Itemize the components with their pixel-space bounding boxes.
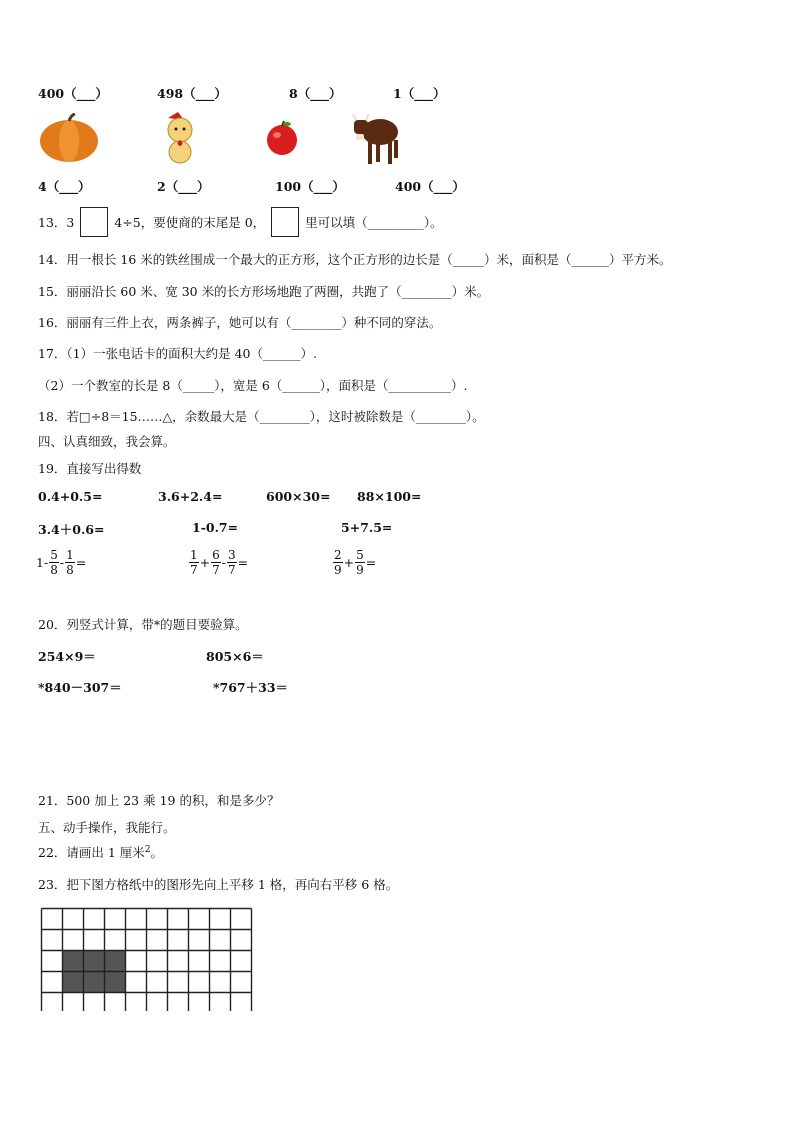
section-4-heading: 四、认真细致，我会算。 <box>38 434 176 449</box>
calc-item: 3.6+2.4= <box>158 489 223 504</box>
fraction <box>65 548 75 577</box>
calc-item: 1-0.7= <box>192 520 239 535</box>
question-15: 15．丽丽沿长 60 米、宽 30 米的长方形场地跑了两圈，共跑了（________）米。 <box>38 284 490 299</box>
numerator: 5 <box>50 548 58 562</box>
q12-bottom-4: 400（___） <box>395 179 465 194</box>
denominator: 7 <box>190 563 198 577</box>
answer-box[interactable] <box>80 207 108 237</box>
numerator: 3 <box>228 548 236 562</box>
fraction-expression-2 <box>188 548 248 577</box>
numerator: 1 <box>66 548 74 562</box>
apple-icon <box>265 120 299 156</box>
q13-part-b: 4÷5，要使商的末尾是 0， <box>114 215 266 230</box>
fraction <box>189 548 199 577</box>
calc-item: 3.4＋0.6= <box>38 522 105 537</box>
denominator: 7 <box>212 563 220 577</box>
section-5-heading: 五、动手操作，我能行。 <box>38 820 176 835</box>
denominator: 9 <box>334 563 342 577</box>
fraction <box>227 548 237 577</box>
q12-bottom-3: 100（___） <box>275 179 345 194</box>
question-14: 14．用一根长 16 米的铁丝围成一个最大的正方形，这个正方形的边长是（_____）米，面积是（______）平方米。 <box>38 252 672 267</box>
numerator: 1 <box>190 548 198 562</box>
calc-item: 5+7.5= <box>341 520 393 535</box>
calc-item: 600×30= <box>266 489 331 504</box>
q12-top-3: 8（___） <box>289 86 342 101</box>
question-16: 16．丽丽有三件上衣，两条裤子，她可以有（________）种不同的穿法。 <box>38 315 442 330</box>
question-17-1: 17．（1）一张电话卡的面积大约是 40（______）. <box>38 346 317 361</box>
q12-top-4: 1（___） <box>393 86 446 101</box>
denominator: 8 <box>50 563 58 577</box>
cow-icon <box>350 110 402 168</box>
answer-box[interactable] <box>271 207 299 237</box>
q12-top-2: 498（___） <box>157 86 227 101</box>
operator: - <box>221 555 226 570</box>
operator: - <box>59 555 65 570</box>
cat-icon <box>160 110 202 165</box>
denominator: 7 <box>228 563 236 577</box>
question-19-title: 19．直接写出得数 <box>38 461 142 476</box>
pumpkin-icon <box>38 113 100 163</box>
question-20-title: 20．列竖式计算，带*的题目要验算。 <box>38 617 248 632</box>
q13-part-c: 里可以填（_________）。 <box>305 215 443 230</box>
equals: = <box>365 555 377 570</box>
numerator: 6 <box>212 548 220 562</box>
question-18: 18．若□÷8＝15……△，余数最大是（________），这时被除数是（________）。 <box>38 409 485 424</box>
calc-item: *840－307＝ <box>38 680 122 695</box>
q22-superscript: 2 <box>144 844 151 855</box>
fraction-lead: 1- <box>36 555 49 570</box>
q22-text: 22．请画出 1 厘米 <box>38 845 145 860</box>
grid-paper <box>40 907 257 1011</box>
fraction-expression-1 <box>36 548 86 577</box>
question-17-2: （2）一个教室的长是 8（_____），宽是 6（______），面积是（__________）. <box>38 378 468 393</box>
numerator: 5 <box>356 548 364 562</box>
q22-end: 。 <box>150 845 164 860</box>
q12-bottom-2: 2（___） <box>157 179 210 194</box>
q13-part-a: 13．3 <box>38 215 75 230</box>
calc-item: 88×100= <box>357 489 422 504</box>
calc-item: *767＋33＝ <box>213 680 289 695</box>
calc-item: 0.4+0.5= <box>38 489 103 504</box>
q12-top-1: 400（___） <box>38 86 108 101</box>
question-22 <box>38 843 163 861</box>
operator: + <box>199 555 211 570</box>
fraction <box>355 548 365 577</box>
question-23: 23．把下图方格纸中的图形先向上平移 1 格，再向右平移 6 格。 <box>38 877 399 892</box>
question-21: 21．500 加上 23 乘 19 的积，和是多少？ <box>38 793 280 808</box>
denominator: 8 <box>66 563 74 577</box>
calc-item: 254×9＝ <box>38 649 96 664</box>
denominator: 9 <box>356 563 364 577</box>
q12-bottom-1: 4（___） <box>38 179 91 194</box>
fraction <box>333 548 343 577</box>
operator: + <box>343 555 355 570</box>
question-13 <box>38 205 443 239</box>
fraction <box>49 548 59 577</box>
calc-item: 805×6＝ <box>206 649 264 664</box>
equals: = <box>237 555 249 570</box>
equals: = <box>75 555 87 570</box>
numerator: 2 <box>334 548 342 562</box>
fraction-expression-3 <box>332 548 376 577</box>
fraction <box>211 548 221 577</box>
